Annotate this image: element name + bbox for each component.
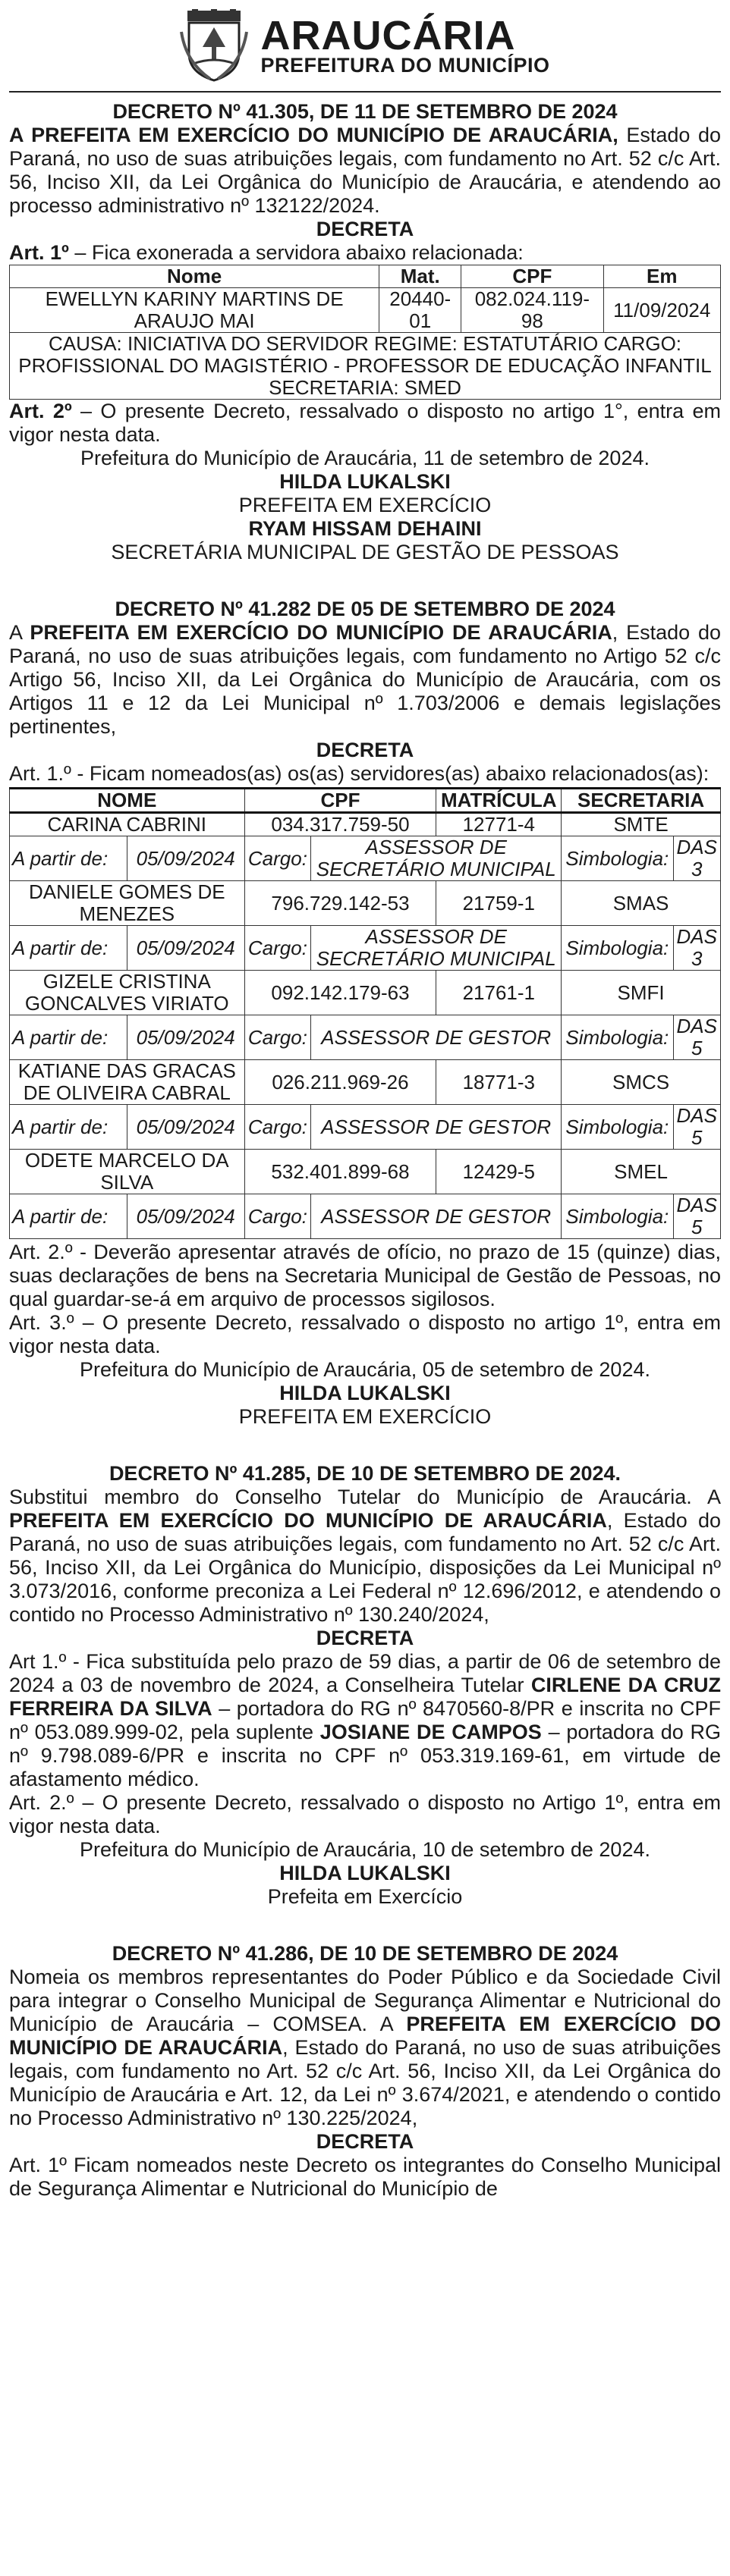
- cell-secretaria: SMAS: [562, 881, 721, 926]
- table-row-detail: [10, 1194, 721, 1239]
- table-row: [10, 1150, 721, 1194]
- signer-name: RYAM HISSAM DEHAINI: [248, 517, 482, 540]
- place-date: Prefeitura do Município de Araucária, 11 de setembro de 2024.: [80, 447, 650, 469]
- cell-simb: DAS 3: [673, 836, 720, 881]
- table-row: [10, 881, 721, 926]
- cell-cargo-label: Cargo:: [244, 1194, 311, 1239]
- table-row: [10, 1060, 721, 1105]
- decree-title: DECRETO Nº 41.282 DE 05 DE SETEMBRO DE 2024: [115, 598, 615, 620]
- article-1: Art. 1º – Fica exonerada a servidora abaixo relacionada:: [9, 241, 524, 264]
- cell-nome: DANIELE GOMES DE MENEZES: [10, 881, 245, 926]
- article-2: Art. 2.º - Deverão apresentar através de ofício, no prazo de 15 (quinze) dias, suas declarações de bens na Secretaria Municipal de Gestão de Pessoas, no qual guardar-se-á em arquivo de processos sigilosos.: [9, 1241, 721, 1310]
- decreta-heading: DECRETA: [316, 218, 414, 240]
- cell-nome: CARINA CABRINI: [10, 813, 245, 836]
- signer-role: PREFEITA EM EXERCÍCIO: [238, 1405, 492, 1428]
- decree-title: DECRETO Nº 41.286, DE 10 DE SETEMBRO DE 2024: [112, 1942, 618, 1965]
- brand-subtitle: PREFEITURA DO MUNICÍPIO: [260, 53, 550, 77]
- cell-cpf: 796.729.142-53: [244, 881, 436, 926]
- cell-cpf: 034.317.759-50: [244, 813, 436, 836]
- cell-cargo-label: Cargo:: [244, 1105, 311, 1150]
- cell-cargo: ASSESSOR DE GESTOR: [311, 1194, 562, 1239]
- cell-secretaria: SMTE: [562, 813, 721, 836]
- cell-cargo: ASSESSOR DE SECRETÁRIO MUNICIPAL: [311, 926, 562, 971]
- decreta-heading: DECRETA: [316, 739, 414, 761]
- decree-intro: Substitui membro do Conselho Tutelar do Município de Araucária. A PREFEITA EM EXERCÍCIO DO MUNICÍPIO DE ARAUCÁRIA, Estado do Paraná, no uso de suas atribuições legais, com fundamento no Art. 52 c/c Art. 56, Inciso XII, da Lei Orgânica do Município, disposições da Lei Municipal nº 3.073/2016, conforme preconiza a Lei Federal nº 12.696/2012, e atendendo o contido no Processo Administrativo nº 130.240/2024,: [9, 1486, 721, 1626]
- cell-secretaria: SMFI: [562, 971, 721, 1015]
- cell-secretaria: SMEL: [562, 1150, 721, 1194]
- brand-block: [260, 12, 550, 77]
- causa-cell: CAUSA: INICIATIVA DO SERVIDOR REGIME: ESTATUTÁRIO CARGO: PROFISSIONAL DO MAGISTÉRIO - PROFESSOR DE EDUCAÇÃO INFANTIL SECRETARIA: SMED: [10, 333, 721, 400]
- cell-matricula: 12429-5: [436, 1150, 562, 1194]
- decree-intro: Nomeia os membros representantes do Poder Público e da Sociedade Civil para integrar o Conselho Municipal de Segurança Alimentar e Nutricional do Município de Araucária – COMSEA. A PREFEITA EM EXERCÍCIO DO MUNICÍPIO DE ARAUCÁRIA, Estado do Paraná, no uso de suas atribuições legais, com fundamento no Art. 52 c/c Art. 56, Inciso XII, da Lei Orgânica do Município de Araucária e Art. 12, da Lei nº 3.674/2021, e atendendo o contido no Processo Administrativo nº 130.225/2024,: [9, 1966, 721, 2129]
- municipality-header: [9, 0, 721, 93]
- cell-simb: DAS 3: [673, 926, 720, 971]
- cell-date: 05/09/2024: [127, 926, 244, 971]
- place-date: Prefeitura do Município de Araucária, 10 de setembro de 2024.: [80, 1838, 650, 1861]
- col-nome: NOME: [10, 789, 245, 813]
- cell-from-label: A partir de:: [10, 926, 127, 971]
- cell-date: 05/09/2024: [127, 1194, 244, 1239]
- article-1: Art. 1.º - Ficam nomeados(as) os(as) servidores(as) abaixo relacionados(as):: [9, 762, 710, 785]
- cell-nome: KATIANE DAS GRACAS DE OLIVEIRA CABRAL: [10, 1060, 245, 1105]
- table-row-detail: [10, 836, 721, 881]
- decree-title: DECRETO Nº 41.305, DE 11 DE SETEMBRO DE 2024: [112, 100, 618, 123]
- cell-cpf: 532.401.899-68: [244, 1150, 436, 1194]
- decreta-heading: DECRETA: [316, 2130, 414, 2153]
- cell-simb: DAS 5: [673, 1194, 720, 1239]
- decree-intro: A PREFEITA EM EXERCÍCIO DO MUNICÍPIO DE ARAUCÁRIA, Estado do Paraná, no uso de suas atribuições legais, com fundamento no Art. 52 c/c Art. 56, Inciso XII, da Lei Orgânica do Município de Araucária, e atendendo ao processo administrativo nº 132122/2024.: [9, 124, 722, 217]
- cell-simb-label: Simbologia:: [562, 1194, 673, 1239]
- signer-name: HILDA LUKALSKI: [279, 1862, 451, 1884]
- signer-role: Prefeita em Exercício: [267, 1885, 463, 1908]
- cell-date: 05/09/2024: [127, 1015, 244, 1060]
- cell-secretaria: SMCS: [562, 1060, 721, 1105]
- article-2: Art. 2.º – O presente Decreto, ressalvado o disposto no Artigo 1º, entra em vigor nesta data.: [9, 1791, 721, 1837]
- decree-title: DECRETO Nº 41.285, DE 10 DE SETEMBRO DE 2024.: [109, 1462, 621, 1485]
- cell-simb-label: Simbologia:: [562, 836, 673, 881]
- col-em: Em: [603, 265, 721, 288]
- cell-simb-label: Simbologia:: [562, 1015, 673, 1060]
- cell-date: 05/09/2024: [127, 1105, 244, 1150]
- cell-simb-label: Simbologia:: [562, 1105, 673, 1150]
- cell-cargo-label: Cargo:: [244, 1015, 311, 1060]
- cell-matricula: 21761-1: [436, 971, 562, 1015]
- signer-name: HILDA LUKALSKI: [279, 1382, 451, 1404]
- cell-simb-label: Simbologia:: [562, 926, 673, 971]
- decree-intro: A PREFEITA EM EXERCÍCIO DO MUNICÍPIO DE ARAUCÁRIA, Estado do Paraná, no uso de suas atribuições legais, com fundamento no Artigo 52 c/c Artigo 56, Inciso XII, da Lei Orgânica do Município de Araucária, com os Artigos 11 e 12 da Lei Municipal nº 1.703/2006 e demais legislações pertinentes,: [9, 621, 721, 738]
- table-row: EWELLYN KARINY MARTINS DE ARAUJO MAI 20440-01 082.024.119-98 11/09/2024: [10, 288, 721, 333]
- cell-matricula: 18771-3: [436, 1060, 562, 1105]
- signer-role: SECRETÁRIA MUNICIPAL DE GESTÃO DE PESSOAS: [111, 541, 619, 563]
- col-cpf: CPF: [461, 265, 603, 288]
- cell-from-label: A partir de:: [10, 1194, 127, 1239]
- cell-date: 05/09/2024: [127, 836, 244, 881]
- exoneration-table: [9, 265, 721, 400]
- signer-name: HILDA LUKALSKI: [279, 470, 451, 493]
- table-row-detail: [10, 1105, 721, 1150]
- article-1: Art 1.º - Fica substituída pelo prazo de 59 dias, a partir de 06 de setembro de 2024 a 03 de novembro de 2024, a Conselheira Tutelar CIRLENE DA CRUZ FERREIRA DA SILVA – portadora do RG nº 8470560-8/PR e inscrita no CPF nº 053.089.999-02, pela suplente JOSIANE DE CAMPOS – portadora do RG nº 9.798.089-6/PR e inscrita no CPF nº 053.319.169-61, em virtude de afastamento médico.: [9, 1650, 721, 1790]
- cell-matricula: 21759-1: [436, 881, 562, 926]
- col-matricula: MATRÍCULA: [436, 789, 562, 813]
- col-secretaria: SECRETARIA: [562, 789, 721, 813]
- brand-title: ARAUCÁRIA: [260, 12, 516, 58]
- col-cpf: CPF: [244, 789, 436, 813]
- cell-cpf: 026.211.969-26: [244, 1060, 436, 1105]
- cell-from-label: A partir de:: [10, 836, 127, 881]
- table-row-detail: [10, 926, 721, 971]
- col-nome: Nome: [10, 265, 379, 288]
- place-date: Prefeitura do Município de Araucária, 05 de setembro de 2024.: [80, 1358, 650, 1381]
- signer-role: PREFEITA EM EXERCÍCIO: [238, 494, 492, 516]
- coat-of-arms-icon: [180, 9, 248, 82]
- col-mat: Mat.: [379, 265, 461, 288]
- cell-nome: GIZELE CRISTINA GONCALVES VIRIATO: [10, 971, 245, 1015]
- table-row-detail: [10, 1015, 721, 1060]
- table-row: [10, 813, 721, 836]
- cell-cargo: ASSESSOR DE SECRETÁRIO MUNICIPAL: [311, 836, 562, 881]
- cell-from-label: A partir de:: [10, 1105, 127, 1150]
- cell-cargo: ASSESSOR DE GESTOR: [311, 1015, 562, 1060]
- cell-simb: DAS 5: [673, 1015, 720, 1060]
- article-1: Art. 1º Ficam nomeados neste Decreto os integrantes do Conselho Municipal de Segurança Alimentar e Nutricional do Município de: [9, 2154, 721, 2200]
- cell-matricula: 12771-4: [436, 813, 562, 836]
- cell-cargo: ASSESSOR DE GESTOR: [311, 1105, 562, 1150]
- article-3: Art. 3.º – O presente Decreto, ressalvado o disposto no artigo 1º, entra em vigor nesta data.: [9, 1311, 721, 1357]
- cell-simb: DAS 5: [673, 1105, 720, 1150]
- table-row: [10, 971, 721, 1015]
- cell-cargo-label: Cargo:: [244, 836, 311, 881]
- cell-cargo-label: Cargo:: [244, 926, 311, 971]
- appointment-table: [9, 787, 721, 1239]
- cell-cpf: 092.142.179-63: [244, 971, 436, 1015]
- cell-from-label: A partir de:: [10, 1015, 127, 1060]
- cell-nome: ODETE MARCELO DA SILVA: [10, 1150, 245, 1194]
- article-2: Art. 2º – O presente Decreto, ressalvado o disposto no artigo 1°, entra em vigor nesta data.: [9, 400, 721, 446]
- decreta-heading: DECRETA: [316, 1627, 414, 1649]
